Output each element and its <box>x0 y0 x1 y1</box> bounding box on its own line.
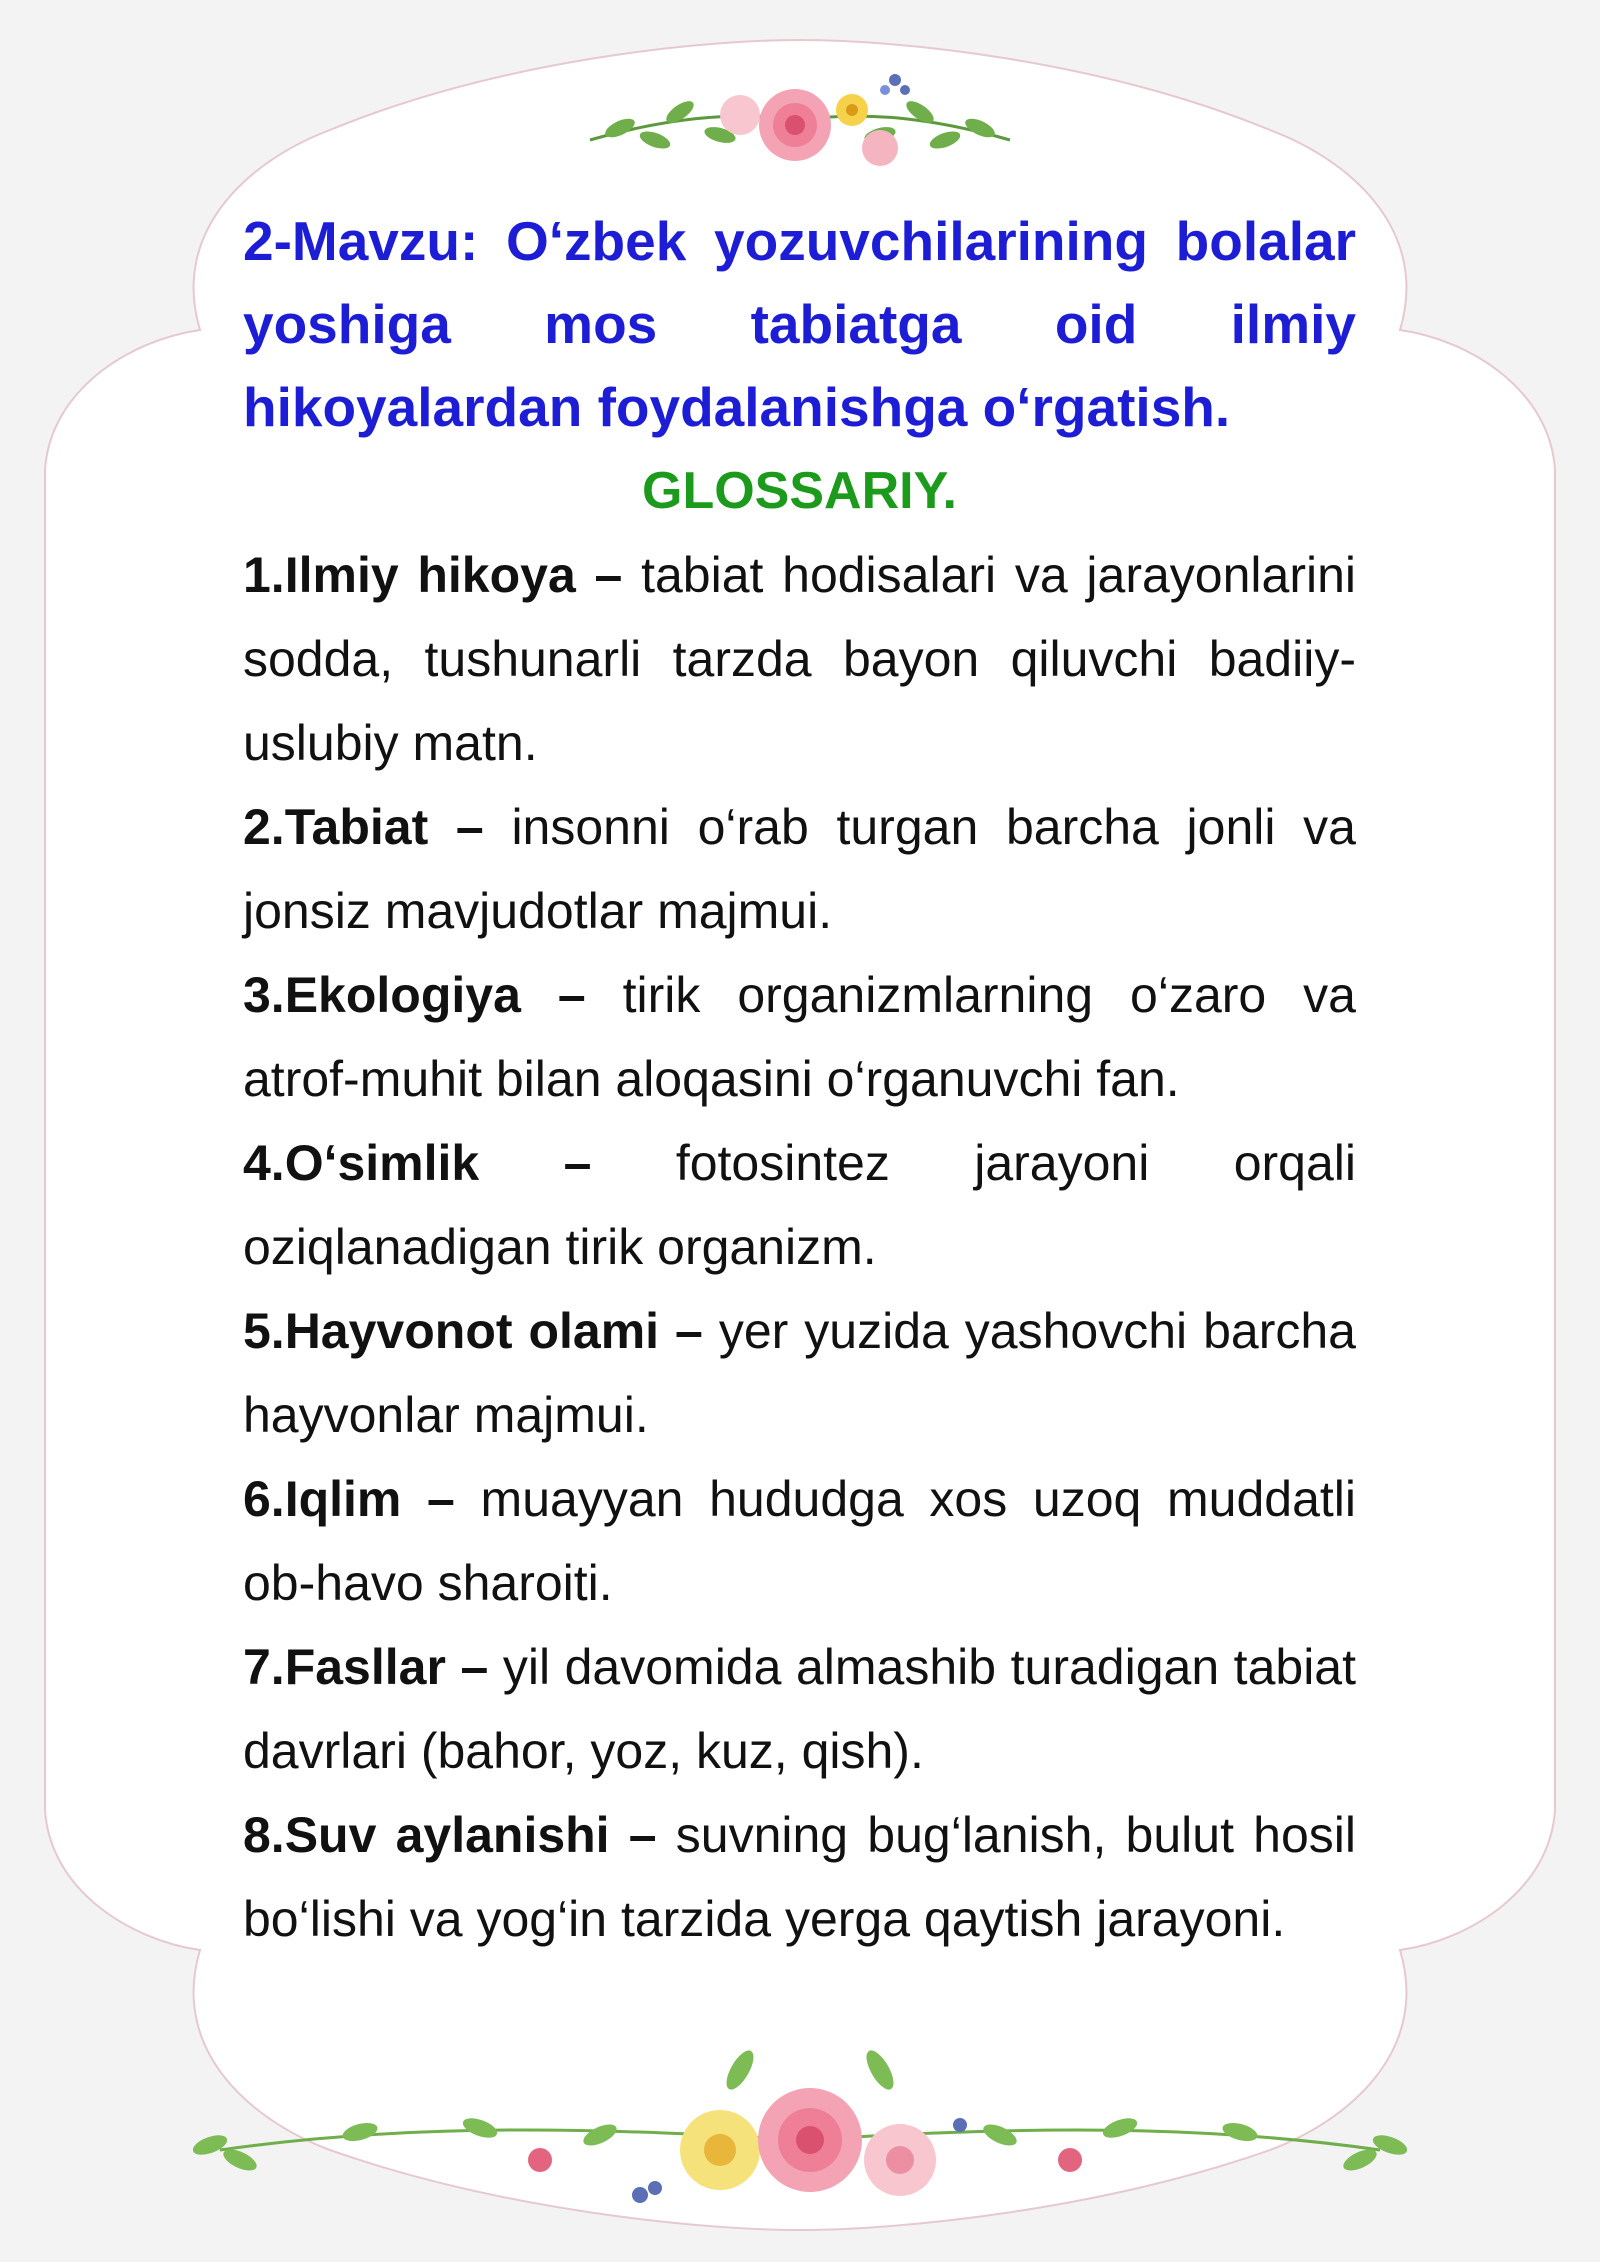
glossary-definition: tabiat hodisalari va jarayonlarini sodda, tushunarli tarzda bayon qiluvchi badiiy-uslubiy matn. <box>243 547 1357 771</box>
glossary-term: 2.Tabiat <box>243 799 429 855</box>
glossary-entry <box>243 1121 1356 1289</box>
glossary-entry <box>243 533 1356 785</box>
glossary-term: 7.Fasllar <box>243 1639 446 1695</box>
glossary-term: 1.Ilmiy hikoya <box>243 547 576 603</box>
glossary-entry <box>243 953 1356 1121</box>
glossary-term: 3.Ekologiya <box>243 967 521 1023</box>
top-floral-ornament <box>580 40 1020 190</box>
glossary-entry <box>243 1289 1356 1457</box>
term-separator: – <box>479 1135 676 1191</box>
term-separator: – <box>575 547 642 603</box>
glossary-term: 6.Iqlim <box>243 1471 402 1527</box>
glossary-definition: suvning bug‘lanish, bulut hosil bo‘lishi va yog‘in tarzida yerga qaytish jarayoni. <box>243 1807 1356 1947</box>
glossary-term: 4.O‘simlik <box>243 1135 480 1191</box>
document-body <box>243 200 1356 1961</box>
term-separator: – <box>520 967 623 1023</box>
term-separator: – <box>609 1807 676 1863</box>
glossary-entry <box>243 1457 1356 1625</box>
glossary-entry <box>243 785 1356 953</box>
glossary-definition: yil davomida almashib turadigan tabiat davrlari (bahor, yoz, kuz, qish). <box>243 1639 1356 1779</box>
glossary-entry <box>243 1793 1356 1961</box>
term-separator: – <box>401 1471 481 1527</box>
glossary-definition: tirik organizmlarning o‘zaro va atrof-muhit bilan aloqasini o‘rganuvchi fan. <box>243 967 1356 1107</box>
glossary-term: 8.Suv aylanishi <box>243 1807 610 1863</box>
glossary-definition: muayyan hududga xos uzoq muddatli ob-havo sharoiti. <box>243 1471 1357 1611</box>
glossary-term: 5.Hayvonot olami <box>243 1303 660 1359</box>
term-separator: – <box>428 799 512 855</box>
glossary-entry <box>243 1625 1356 1793</box>
bottom-floral-ornament <box>180 2020 1420 2240</box>
glossary-definition: fotosintez jarayoni orqali oziqlanadigan tirik organizm. <box>243 1135 1357 1275</box>
term-separator: – <box>659 1303 719 1359</box>
glossary-heading: GLOSSARIY. <box>642 462 957 520</box>
term-separator: – <box>445 1639 503 1695</box>
page-title: 2-Mavzu: O‘zbek yozuvchilarining bolalar yoshiga mos tabiatga oid ilmiy hikoyalardan foydalanishga o‘rgatish. <box>243 210 1356 438</box>
glossary-definition: yer yuzida yashovchi barcha hayvonlar majmui. <box>243 1303 1356 1443</box>
glossary-definition: insonni o‘rab turgan barcha jonli va jonsiz mavjudotlar majmui. <box>243 799 1356 939</box>
